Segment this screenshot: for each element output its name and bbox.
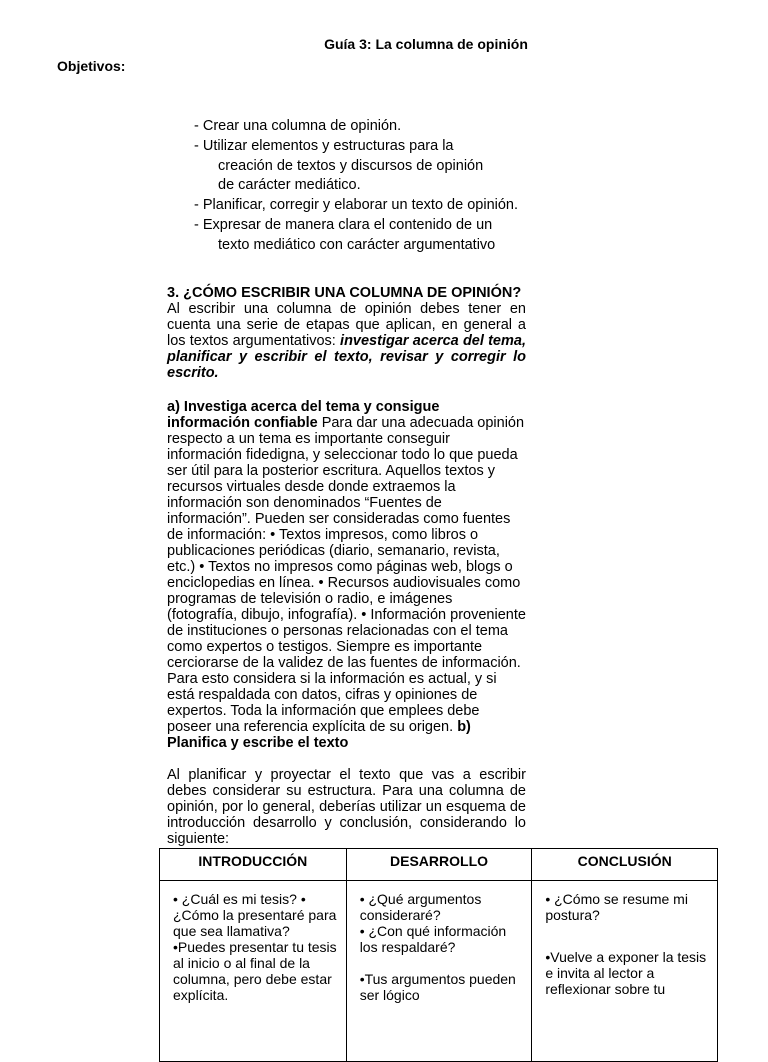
intro-emphasis: investigar acerca del tema, planificar y escribir el texto, revisar y corregir lo escrito.	[167, 333, 526, 381]
cell-text: • ¿Con qué información los respaldaré?	[359, 923, 507, 955]
cell-text: • ¿Qué argumentos consideraré?	[359, 891, 482, 923]
objective-line: - Planificar, corregir y elaborar un texto de opinión.	[194, 197, 519, 214]
cell-text: •Puedes presentar tu tesis al inicio o al final de la columna, pero debe estar explícita.	[173, 939, 337, 1003]
header-introduccion: INTRODUCCIÓN	[160, 849, 347, 881]
objective-line: de carácter mediático.	[218, 177, 361, 194]
table-header-row	[160, 849, 718, 881]
objectives-list	[194, 117, 518, 256]
section-heading: 3. ¿CÓMO ESCRIBIR UNA COLUMNA DE OPINIÓN?	[167, 285, 522, 301]
objective-line: creación de textos y discursos de opinión	[218, 157, 484, 174]
objective-line: - Expresar de manera clara el contenido de un	[194, 216, 493, 233]
subsection-b-heading: b) Planifica y escribe el texto	[167, 719, 471, 751]
cell-introduccion	[160, 881, 347, 1062]
subsection-a-text: Para dar una adecuada opinión respecto a un tema es importante conseguir información fidedigna, y seleccionar todo lo que pueda ser útil para la posterior escritura. Aquellos textos y recursos virtuales desde donde extraemos la información son denominados “Fuentes de información”. Pueden ser consideradas como fuentes de información: • Textos impresos, como libros o publicaciones periódicas (diario, semanario, revista, etc.) • Textos no impresos como páginas web, blogs o enciclopedias en línea. • Recursos audiovisuales como programas de televisión o radio, e imágenes (fotografía, dibujo, infografía). • Información proveniente de instituciones o personas relacionadas con el tema como expertos o testigos. Siempre es importante cerciorarse de la validez de las fuentes de información. Para esto considera si la información es actual, y si está respaldada con datos, cifras y opiniones de expertos. Toda la información que emplees debe poseer una referencia explícita de su origen.	[167, 415, 526, 735]
objective-line: texto mediático con carácter argumentativo	[218, 236, 496, 253]
page-title: Guía 3: La columna de opinión	[324, 36, 528, 52]
objective-item	[194, 196, 518, 216]
intro-text: Al escribir una columna de opinión debes tener en cuenta una serie de etapas que aplican, en general a los textos argumentativos:	[167, 301, 526, 349]
subsection-a-heading: a) Investiga acerca del tema y consigue información confiable	[167, 399, 440, 431]
objective-item	[194, 117, 518, 137]
section-intro	[167, 301, 526, 381]
objective-line: - Utilizar elementos y estructuras para la	[194, 137, 454, 154]
cell-text: • ¿Cuál es mi tesis? • ¿Cómo la presentaré para que sea llamativa?	[173, 891, 337, 939]
cell-desarrollo	[346, 881, 532, 1062]
cell-conclusion	[532, 881, 718, 1062]
subsection-a	[167, 399, 526, 751]
header-conclusion: CONCLUSIÓN	[532, 849, 718, 881]
table-row	[160, 881, 718, 1062]
objective-item	[194, 216, 518, 256]
subsection-b-text: Al planificar y proyectar el texto que vas a escribir debes considerar su estructura. Para una columna de opinión, por lo general, deberías utilizar un esquema de introducción desarrollo y conclusión, considerando lo siguiente:	[167, 767, 526, 847]
objective-item	[194, 137, 518, 196]
cell-text: •Vuelve a exponer la tesis e invita al lector a reflexionar sobre tu	[545, 949, 707, 997]
cell-text: • ¿Cómo se resume mi postura?	[545, 891, 688, 923]
objective-line: - Crear una columna de opinión.	[194, 118, 402, 134]
header-desarrollo: DESARROLLO	[346, 849, 532, 881]
structure-table	[159, 848, 718, 1062]
cell-text: •Tus argumentos pueden ser lógico	[359, 971, 516, 1003]
objectives-label: Objetivos:	[57, 58, 126, 74]
